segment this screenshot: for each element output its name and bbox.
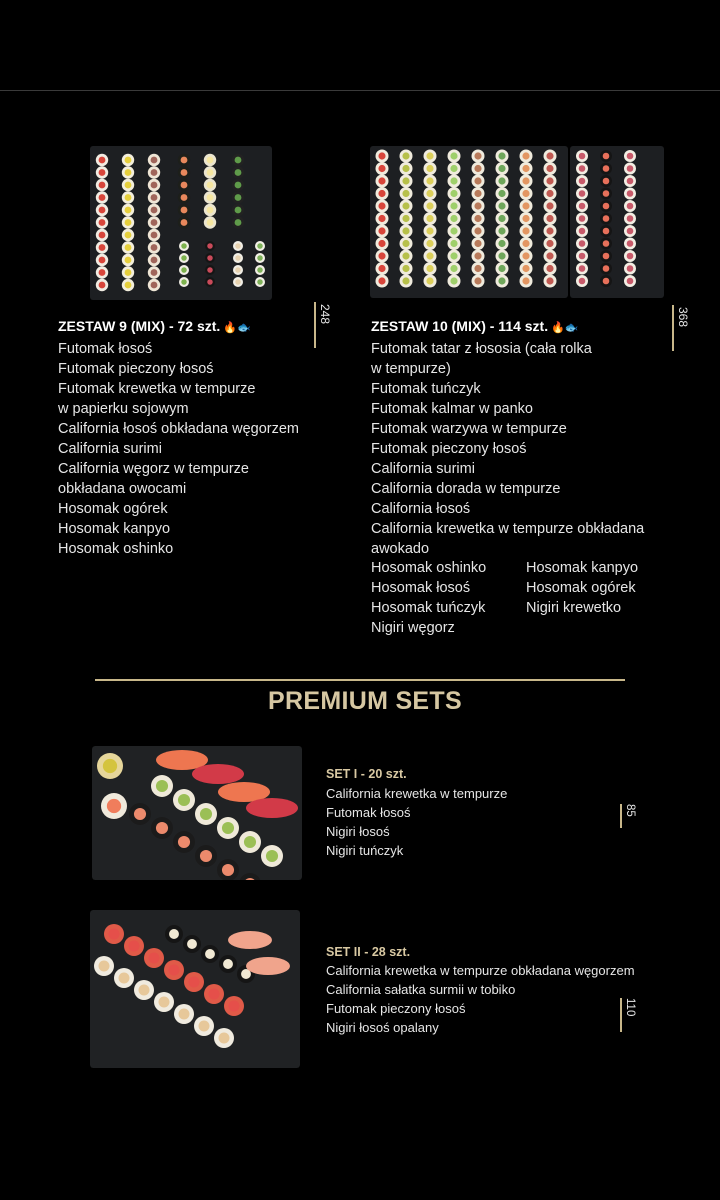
list-item: Futomak warzywa w tempurze (371, 421, 567, 437)
list-item: w tempurze) (371, 361, 451, 377)
premium-set2-title: SET II - 28 szt. (326, 945, 411, 959)
premium-set1-price: 85 (620, 804, 634, 828)
list-item: California dorada w tempurze (371, 481, 561, 497)
list-item: Hosomak ogórek (58, 501, 168, 517)
list-item: Futomak kalmar w panko (371, 401, 533, 417)
list-item: awokado (371, 541, 430, 557)
list-item: Futomak tatar z łososia (cała rolka (371, 341, 592, 357)
top-divider (0, 90, 720, 91)
premium-set2-price: 110 (620, 998, 634, 1032)
list-item: Hosomak kanpyo (526, 560, 639, 576)
set10-photo (370, 142, 666, 302)
list-item: Hosomak oshinko (371, 560, 487, 576)
list-item: obkładana owocami (58, 481, 187, 497)
set9-price: 248 (314, 302, 328, 348)
list-item: Hosomak kanpyo (58, 521, 171, 537)
set10-col-right (526, 558, 638, 618)
list-item: California surimi (58, 441, 162, 457)
list-item: Nigiri węgorz (371, 620, 455, 636)
list-item: Hosomak oshinko (58, 541, 174, 557)
list-item: Futomak łosoś (58, 341, 153, 357)
list-item: Futomak krewetka w tempurze (58, 381, 256, 397)
premium-set1-photo (92, 746, 302, 880)
list-item: California krewetka w tempurze obkładana (371, 521, 645, 537)
list-item: Nigiri tuńczyk (326, 843, 404, 858)
list-item: Hosomak tuńczyk (371, 600, 486, 616)
list-item: w papierku sojowym (58, 401, 189, 417)
set9-title: ZESTAW 9 (MIX) - 72 szt. 🔥🐟 (58, 318, 251, 334)
list-item: California krewetka w tempurze obkładana węgorzem (326, 963, 635, 978)
list-item: California łosoś (371, 501, 471, 517)
list-item: Nigiri łosoś opalany (326, 1020, 439, 1035)
fire-fish-icon: 🔥🐟 (551, 322, 579, 334)
list-item: Futomak łosoś (326, 805, 411, 820)
list-item: Futomak pieczony łosoś (371, 441, 527, 457)
list-item: California krewetka w tempurze (326, 786, 508, 801)
set10-items (371, 339, 644, 559)
set10-col-left (371, 558, 486, 638)
set9-photo (88, 136, 274, 302)
set9-items (58, 339, 299, 559)
list-item: California sałatka surmii w tobiko (326, 982, 516, 997)
list-item: California surimi (371, 461, 475, 477)
premium-divider (95, 679, 625, 681)
list-item: Futomak pieczony łosoś (326, 1001, 466, 1016)
list-item: Futomak tuńczyk (371, 381, 481, 397)
list-item: California węgorz w tempurze (58, 461, 249, 477)
premium-set1-items (326, 784, 507, 860)
fire-fish-icon: 🔥🐟 (223, 322, 251, 334)
list-item: Hosomak ogórek (526, 580, 636, 596)
list-item: California łosoś obkładana węgorzem (58, 421, 299, 437)
premium-set1-title: SET I - 20 szt. (326, 767, 407, 781)
premium-set2-photo (90, 910, 300, 1068)
list-item: Futomak pieczony łosoś (58, 361, 214, 377)
premium-set2-items (326, 961, 635, 1037)
list-item: Nigiri krewetko (526, 600, 622, 616)
set10-title: ZESTAW 10 (MIX) - 114 szt. 🔥🐟 (371, 318, 579, 334)
premium-heading: PREMIUM SETS (268, 687, 462, 715)
list-item: Hosomak łosoś (371, 580, 471, 596)
list-item: Nigiri łosoś (326, 824, 390, 839)
set10-price: 368 (672, 305, 686, 351)
